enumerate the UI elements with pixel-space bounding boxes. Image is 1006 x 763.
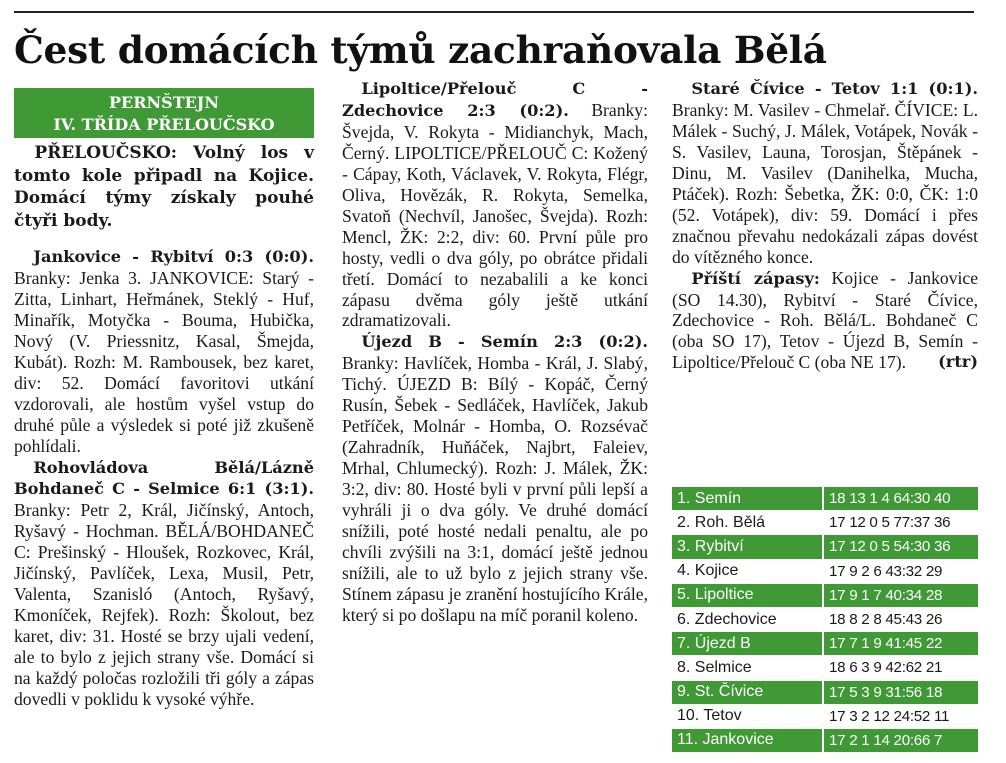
column-1	[14, 88, 314, 710]
match-text: Branky: M. Vasilev - Chmelař. ČÍVICE: L. Málek - Suchý, J. Málek, Votápek, Novák - S. Vasilev, Launa, Torosjan, Štěpánek - Dinu, M. Vasilev (Danihelka, Mucha, Ptáček). Rozh: Šebetka, ŽK: 0:0, ČK: 1:0 (52. Votápek), div: 59. Domácí i přes značnou převahu nedokázali zápas dovést do vítězného konce.	[672, 99, 978, 267]
match-report	[342, 78, 648, 331]
standings-row	[672, 704, 978, 728]
standings-team: 7. Újezd B	[672, 632, 823, 656]
standings-row	[672, 656, 978, 680]
standings-stats: 17 5 3 9 31:56 18	[823, 680, 978, 704]
match-heading: Lipoltice/Přelouč C - Zdechovice 2:3 (0:2).	[342, 79, 648, 120]
next-matches-heading: Příští zápasy:	[691, 268, 820, 288]
match-report	[14, 457, 314, 710]
standings-team: 11. Jankovice	[672, 728, 823, 752]
match-heading: Staré Čívice - Tetov 1:1 (0:1).	[691, 79, 978, 98]
column-3	[672, 78, 978, 373]
standings-stats: 17 7 1 9 41:45 22	[823, 632, 978, 656]
standings-team: 8. Selmice	[672, 656, 823, 680]
standings-stats: 17 12 0 5 77:37 36	[823, 511, 978, 535]
standings-stats: 18 8 2 8 45:43 26	[823, 607, 978, 631]
article-headline: Čest domácích týmů zachraňovala Bělá	[14, 28, 827, 72]
standings-row	[672, 583, 978, 607]
match-heading: Jankovice - Rybitví 0:3 (0:0).	[33, 247, 314, 266]
standings-stats: 17 2 1 14 20:66 7	[823, 728, 978, 752]
match-report	[14, 246, 314, 457]
header-rule	[14, 11, 974, 13]
next-matches-text: Kojice - Jankovice (SO 14.30), Rybitví - Staré Čívice, Zdechovice - Roh. Bělá/L. Bohdaneč C (oba SO 17), Tetov - Újezd B, Semín - Lipoltice/Přelouč C (oba NE 17).	[672, 267, 979, 373]
standings-team: 4. Kojice	[672, 559, 823, 583]
article-lead: PŘELOUČSKO: Volný los v tomto kole připadl na Kojice. Domácí týmy získaly pouhé čtyři body.	[14, 143, 314, 231]
standings-stats: 17 9 1 7 40:34 28	[823, 583, 978, 607]
standings-team: 2. Roh. Bělá	[672, 511, 823, 535]
rubric-line-1: PERNŠTEJN	[109, 93, 219, 112]
standings-row	[672, 632, 978, 656]
standings-row	[672, 680, 978, 704]
standings-team: 3. Rybitví	[672, 535, 823, 559]
column-2	[342, 78, 648, 626]
standings-team: 10. Tetov	[672, 704, 823, 728]
author-signature: (rtr)	[938, 352, 978, 372]
match-heading: Rohovládova Bělá/Lázně Bohdaneč C - Selmice 6:1 (3:1).	[14, 457, 314, 499]
standings-team: 1. Semín	[672, 487, 823, 511]
standings-table	[672, 487, 978, 753]
match-text: Branky: Jenka 3. JANKOVICE: Starý - Zitta, Linhart, Heřmánek, Steklý - Huf, Minařík, Motyčka - Bouma, Hubička, Nový (V. Priessnitz, Kasal, Šmejda, Kubát). Rozh: M. Rambousek, bez karet, div: 52. Domácí favoritovi utkání vzdorovali, ale hostům vyšel vstup do druhé půle a výsledek si poté již zkušeně pohlídali.	[14, 267, 314, 456]
standings-stats: 17 3 2 12 24:52 11	[823, 704, 978, 728]
match-report	[672, 78, 978, 268]
next-matches	[672, 268, 978, 374]
standings-team: 6. Zdechovice	[672, 607, 823, 631]
standings-stats: 17 12 0 5 54:30 36	[823, 535, 978, 559]
standings-row	[672, 559, 978, 583]
standings-row	[672, 511, 978, 535]
standings-stats: 18 6 3 9 42:62 21	[823, 656, 978, 680]
standings-row	[672, 487, 978, 511]
standings-team: 9. St. Čívice	[672, 680, 823, 704]
section-rubric	[14, 88, 314, 138]
match-heading: Újezd B - Semín 2:3 (0:2).	[361, 332, 648, 352]
standings-team: 5. Lipoltice	[672, 583, 823, 607]
standings-stats: 17 9 2 6 43:32 29	[823, 559, 978, 583]
match-text: Branky: Švejda, V. Rokyta - Midianchyk, Mach, Černý. LIPOLTICE/PŘELOUČ C: Kožený - Cápay, Koth, Václavek, V. Rokyta, Flégr, Oliva, Hovězák, R. Rokyta, Semelka, Svatoň (Nechvíl, Janošec, Švejda). Rozh: Mencl, ŽK: 2:2, div: 60. První půle pro hosty, vedli o dva góly, po obrátce přidali třetí. Domácí to nezabalili a ke konci zápasu dvěma góly ještě utkání zdramatizovali.	[342, 99, 648, 331]
rubric-line-2: IV. TŘÍDA PŘELOUČSKO	[53, 115, 275, 134]
match-text: Branky: Havlíček, Homba - Král, J. Slabý, Tichý. ÚJEZD B: Bílý - Kopáč, Černý Rusín, Šebek - Sedláček, Havlíček, Jakub Petříček, Molnár - Homba, O. Rozsévač (Zahradník, Huňáček, Najbrt, Faleiev, Mrhal, Chlumecký). Rozh: J. Málek, ŽK: 3:2, div: 80. Hosté byli v první půli lepší a vyhráli ji o dva góly. Ve druhé domácí snížili, poté hosté nedali penaltu, ale po chvíli zvýšili na 3:1, domácí ještě jednou snížili, ale to už bylo z jejich strany vše. Stínem zápasu je zranění hostujícího Krále, který si po došlapu na míč poranil koleno.	[342, 353, 648, 625]
match-text: Branky: Petr 2, Král, Jičínský, Antoch, Ryšavý - Hochman. BĚLÁ/BOHDANEČ C: Prešinský - Hloušek, Rozkovec, Král, Jičínský, Pavlíček, Lexa, Musil, Petr, Valenta, Szanisló (Antoch, Ryšavý, Kmoníček, Rejfek). Rozh: Školout, bez karet, div: 31. Hosté se brzy ujali vedení, ale to bylo z jejich strany vše. Domácí si na každý poločas rozložili tři góly a zápas dovedli v poklidu k vysoké výhře.	[14, 500, 314, 710]
match-report	[342, 331, 648, 625]
standings-row	[672, 535, 978, 559]
standings-row	[672, 728, 978, 752]
standings-row	[672, 607, 978, 631]
standings-stats: 18 13 1 4 64:30 40	[823, 487, 978, 511]
